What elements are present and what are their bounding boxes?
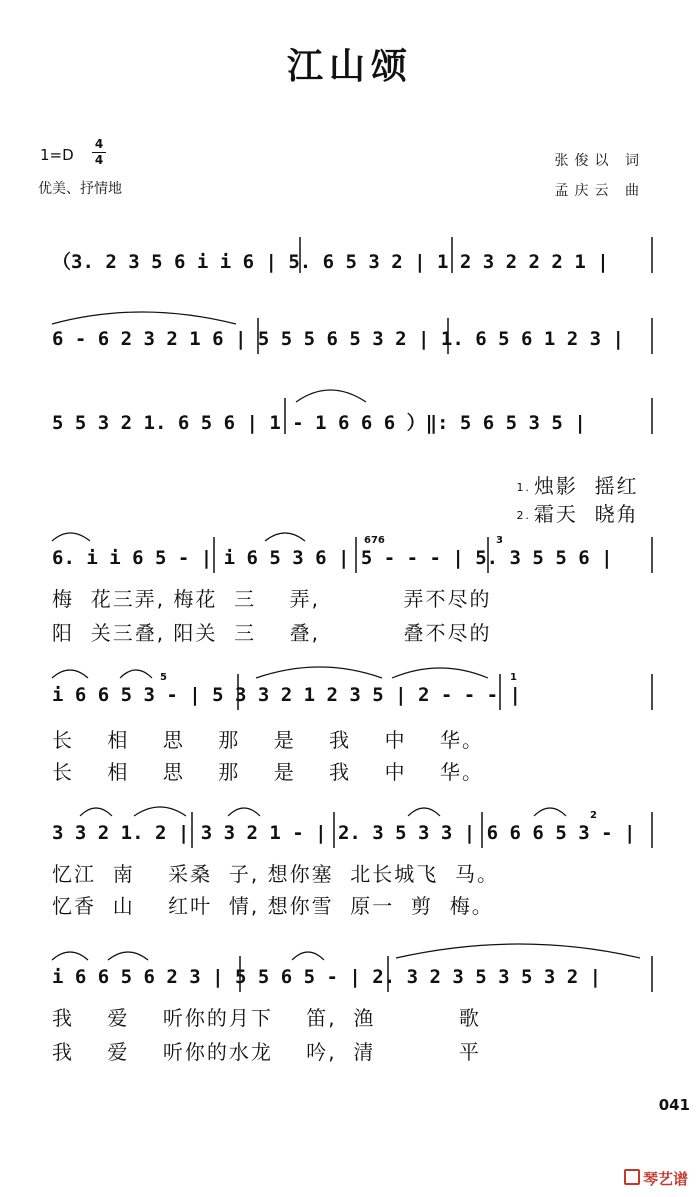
verse-number: 2. xyxy=(516,509,531,522)
watermark-text: 琴艺谱 xyxy=(642,1170,688,1188)
grace-note-1: 1 xyxy=(510,672,517,683)
time-signature xyxy=(92,138,106,167)
row-1-notes: （3. 2 3 5 6 i i 6 | 5. 6 5 3 2 | 1 2 3 2 2 2 1 | xyxy=(52,251,609,273)
site-watermark xyxy=(624,1168,688,1189)
verse-number: 1. xyxy=(516,481,531,494)
intro-lyric-verse-2 xyxy=(483,474,639,551)
verse-text: 霜天 晓角 xyxy=(533,502,639,526)
row-7-lyric-verse-2: 我 爱 听你的水龙 吟, 清 平 xyxy=(52,1040,481,1064)
composer-credit: 孟庆云 曲 xyxy=(554,183,645,199)
row-4-lyric-verse-2: 阳 关三叠, 阳关 三 叠, 叠不尽的 xyxy=(52,621,492,645)
row-5-lyric-verse-2: 长 相 思 那 是 我 中 华。 xyxy=(52,760,485,784)
score-row-7 xyxy=(0,962,700,1064)
song-title: 江山颂 xyxy=(286,46,413,87)
time-signature-top: 4 xyxy=(94,137,104,151)
verse-text: 烛影 摇红 xyxy=(533,474,639,498)
row-2-notes: 6 - 6 2 3 2 1 6 | 5 5 5 6 5 3 2 | 1. 6 5 6 1 2 3 | xyxy=(52,328,624,350)
time-signature-bottom: 4 xyxy=(94,153,104,167)
row-7-notes: i 6 6 5 6 2 3 | 5 5 6 5 - | 2. 3 2 3 5 3 5 3 2 | xyxy=(52,966,602,988)
grace-note-5: 5 xyxy=(160,672,167,683)
grace-note-2: 2 xyxy=(590,810,597,821)
row-4-notes: 6. i i 6 5 - | i 6 5 3 6 | 5 - - - | 5. 3 5 5 6 | xyxy=(52,547,613,569)
watermark-logo-icon xyxy=(624,1169,640,1185)
page-number: 041 xyxy=(658,1096,690,1114)
key-signature: 1=D xyxy=(40,146,74,164)
score-row-2 xyxy=(0,324,700,360)
score-row-1 xyxy=(0,243,700,279)
row-6-lyric-verse-2: 忆香 山 红叶 情, 想你雪 原一 剪 梅。 xyxy=(52,894,494,918)
row-6-notes: 3 3 2 1. 2 | 3 3 2 1 - | 2. 3 5 3 3 | 6 6 6 5 3 - | xyxy=(52,822,636,844)
row-5-lyric-verse-1: 长 相 思 那 是 我 中 华。 xyxy=(52,728,485,752)
row-7-lyric-verse-1: 我 爱 听你的月下 笛, 渔 歌 xyxy=(52,1006,481,1030)
tempo-marking: 优美、抒情地 xyxy=(38,181,122,197)
lyricist-credit: 张俊以 词 xyxy=(554,153,645,169)
row-6-lyric-verse-1: 忆江 南 采桑 子, 想你塞 北长城飞 马。 xyxy=(52,862,500,886)
score-row-4 xyxy=(0,535,700,645)
row-4-lyric-verse-1: 梅 花三弄, 梅花 三 弄, 弄不尽的 xyxy=(52,587,492,611)
row-3-notes: 5 5 3 2 1. 6 5 6 | 1 - 1 6 6 6 ）‖: 5 6 5 3 5 | xyxy=(52,412,586,434)
grace-note-676: 676 xyxy=(364,535,385,546)
score-row-3 xyxy=(0,404,700,526)
grace-note-3: 3 xyxy=(496,535,503,546)
row-5-notes: i 6 6 5 3 - | 5 3 3 2 1 2 3 5 | 2 - - - | xyxy=(52,684,521,706)
score-row-5 xyxy=(0,672,700,784)
score-row-6 xyxy=(0,810,700,918)
